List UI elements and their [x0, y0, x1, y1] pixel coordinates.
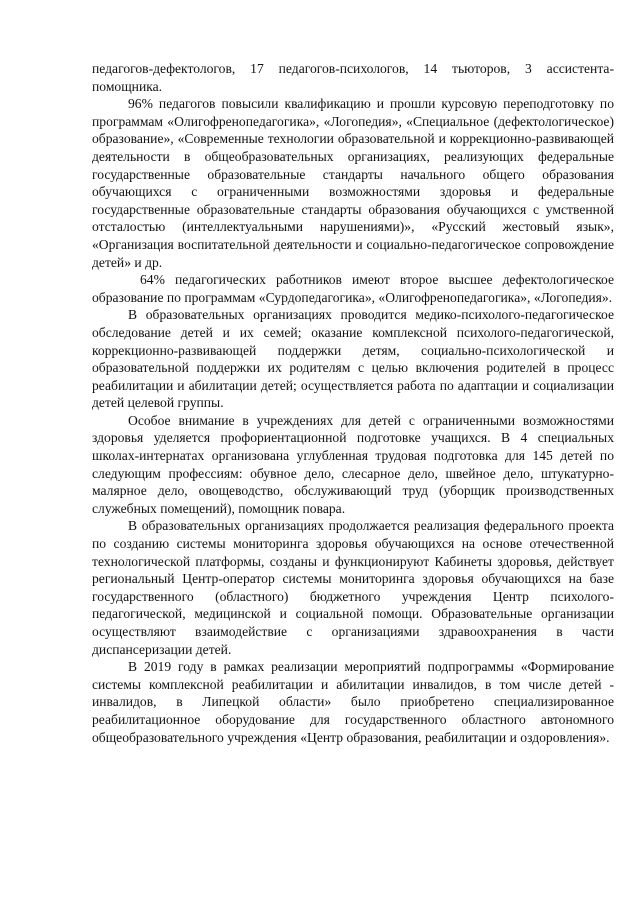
- paragraph-vocational-training: Особое внимание в учреждениях для детей с ограниченными возможностями здоровья уделяется профориентационной подготовке учащихся. В 4 специальных школах-интернатах организована углубленная трудовая подготовка для 145 детей по следующим профессиям: обувное дело, слесарное дело, швейное дело, штукатурно-малярное дело, овощеводство, обслуживающий труд (уборщик производственных служебных помещений), помощник повара.: [92, 412, 614, 516]
- paragraph-examination: В образовательных организациях проводится медико-психолого-педагогическое обследование детей и их семей; оказание комплексной психолого-педагогической, коррекционно-развивающей поддержки детям, социально-психологической и образовательной поддержки их родителям с целью включения родителей в процесс реабилитации и абилитации детей; осуществляется работа по адаптации и социализации детей целевой группы.: [92, 307, 614, 411]
- paragraph-rehabilitation-equipment: В 2019 году в рамках реализации мероприятий подпрограммы «Формирование системы комплексной реабилитации и абилитации инвалидов, в том числе детей - инвалидов, в Липецкой области» было приобретено специализированное реабилитационное оборудование для государственного областного автономного общеобразовательного учреждения «Центр образования, реабилитации и оздоровления».: [92, 659, 614, 745]
- paragraph-qualification: 96% педагогов повысили квалификацию и прошли курсовую переподготовку по программам «Олигофренопедагогика», «Логопедия», «Специальное (дефектологическое) образование», «Современные технологии образовательной и коррекционно-развивающей деятельности в общеобразовательных организациях, реализующих федеральные государственные образовательные стандарты начального общего образования обучающихся с ограниченными возможностями здоровья и федеральные государственные образовательные стандарты образования обучающихся с умственной отсталостью (интеллектуальными нарушениями)», «Русский жестовый язык», «Организация воспитательной деятельности и социально-педагогическое сопровождение детей» и др.: [92, 96, 614, 270]
- paragraph-staff-count: педагогов-дефектологов, 17 педагогов-психологов, 14 тьюторов, 3 ассистента-помощника.: [92, 61, 614, 94]
- paragraph-second-degree: 64% педагогических работников имеют второе высшее дефектологическое образование по программам «Сурдопедагогика», «Олигофренопедагогика», «Логопедия».: [92, 272, 614, 305]
- document-page: [92, 60, 614, 746]
- paragraph-health-monitoring: В образовательных организациях продолжается реализация федерального проекта по созданию системы мониторинга здоровья обучающихся на основе отечественной технологической платформы, созданы и функционируют Кабинеты здоровья, действует региональный Центр-оператор системы мониторинга здоровья обучающихся на базе государственного (областного) бюджетного учреждения Центр психолого-педагогической, медицинской и социальной помощи. Образовательные организации осуществляют взаимодействие с организациями здравоохранения в части диспансеризации детей.: [92, 518, 614, 657]
